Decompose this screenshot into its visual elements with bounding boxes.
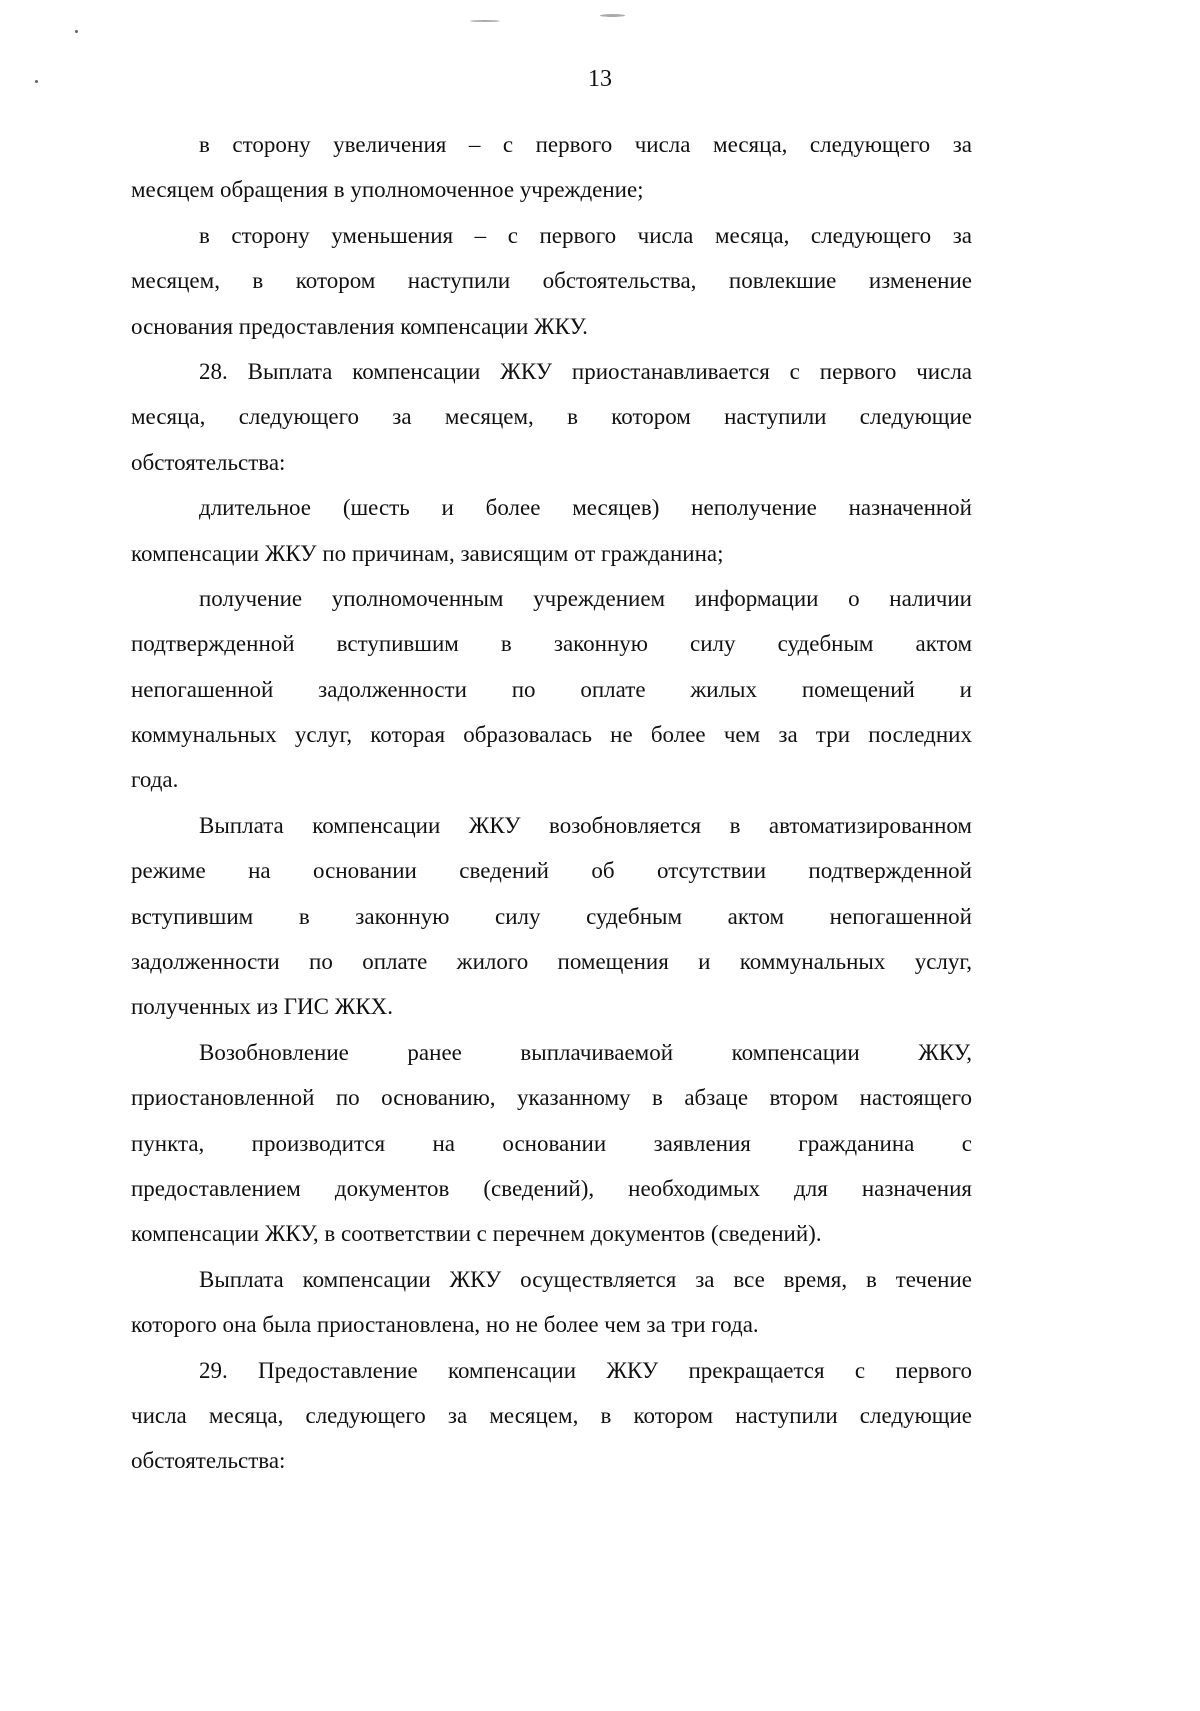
text-line: года. <box>131 767 179 793</box>
text-line: основания предоставления компенсации ЖКУ. <box>131 313 588 339</box>
text-line: которого она была приостановлена, но не более чем за три года. <box>131 1312 759 1338</box>
paragraph <box>131 213 972 349</box>
paragraph <box>131 349 972 485</box>
text-line: в сторону уменьшения – с первого числа месяца, следующего за <box>199 222 972 248</box>
text-line: числа месяца, следующего за месяцем, в котором наступили следующие <box>131 1402 972 1428</box>
text-line: 29. Предоставление компенсации ЖКУ прекращается с первого <box>199 1357 972 1383</box>
paragraph <box>131 803 972 1030</box>
text-line: месяцем, в котором наступили обстоятельства, повлекшие изменение <box>131 268 972 294</box>
text-line: приостановленной по основанию, указанному в абзаце втором настоящего <box>131 1085 972 1111</box>
text-line: задолженности по оплате жилого помещения и коммунальных услуг, <box>131 949 972 975</box>
page-number: 13 <box>588 66 612 92</box>
text-line: обстоятельства: <box>131 1448 286 1474</box>
text-line: месяцем обращения в уполномоченное учреждение; <box>131 177 644 203</box>
text-line: полученных из ГИС ЖКХ. <box>131 994 394 1020</box>
text-line: обстоятельства: <box>131 449 286 475</box>
text-line: режиме на основании сведений об отсутствии подтвержденной <box>131 858 972 884</box>
text-line: Выплата компенсации ЖКУ возобновляется в автоматизированном <box>199 812 972 838</box>
text-line: коммунальных услуг, которая образовалась не более чем за три последних <box>131 722 972 748</box>
scan-speck <box>470 20 500 22</box>
text-line: в сторону увеличения – с первого числа месяца, следующего за <box>199 132 972 157</box>
paragraph <box>131 1348 972 1484</box>
paragraph <box>131 576 972 803</box>
text-line: подтвержденной вступившим в законную силу судебным актом <box>131 631 972 657</box>
text-line: Возобновление ранее выплачиваемой компенсации ЖКУ, <box>199 1039 972 1065</box>
paragraph <box>131 1030 972 1257</box>
text-line: 28. Выплата компенсации ЖКУ приостанавливается с первого числа <box>199 358 972 384</box>
text-line: предоставлением документов (сведений), необходимых для назначения <box>131 1175 972 1201</box>
document-body <box>131 122 972 1484</box>
text-line: вступившим в законную силу судебным актом непогашенной <box>131 903 972 929</box>
text-line: получение уполномоченным учреждением информации о наличии <box>199 585 972 611</box>
paragraph <box>131 485 972 576</box>
text-line: длительное (шесть и более месяцев) неполучение назначенной <box>199 495 972 521</box>
text-line: месяца, следующего за месяцем, в котором наступили следующие <box>131 404 972 430</box>
scan-speck <box>75 30 78 33</box>
text-line: Выплата компенсации ЖКУ осуществляется за все время, в течение <box>199 1266 972 1292</box>
text-line: компенсации ЖКУ по причинам, зависящим от гражданина; <box>131 540 724 566</box>
paragraph <box>131 1257 972 1348</box>
text-line: компенсации ЖКУ, в соответствии с перечнем документов (сведений). <box>131 1221 822 1247</box>
paragraph <box>131 122 972 213</box>
text-line: пункта, производится на основании заявления гражданина с <box>131 1130 972 1156</box>
scan-speck <box>600 14 625 17</box>
text-line: непогашенной задолженности по оплате жилых помещений и <box>131 676 972 702</box>
